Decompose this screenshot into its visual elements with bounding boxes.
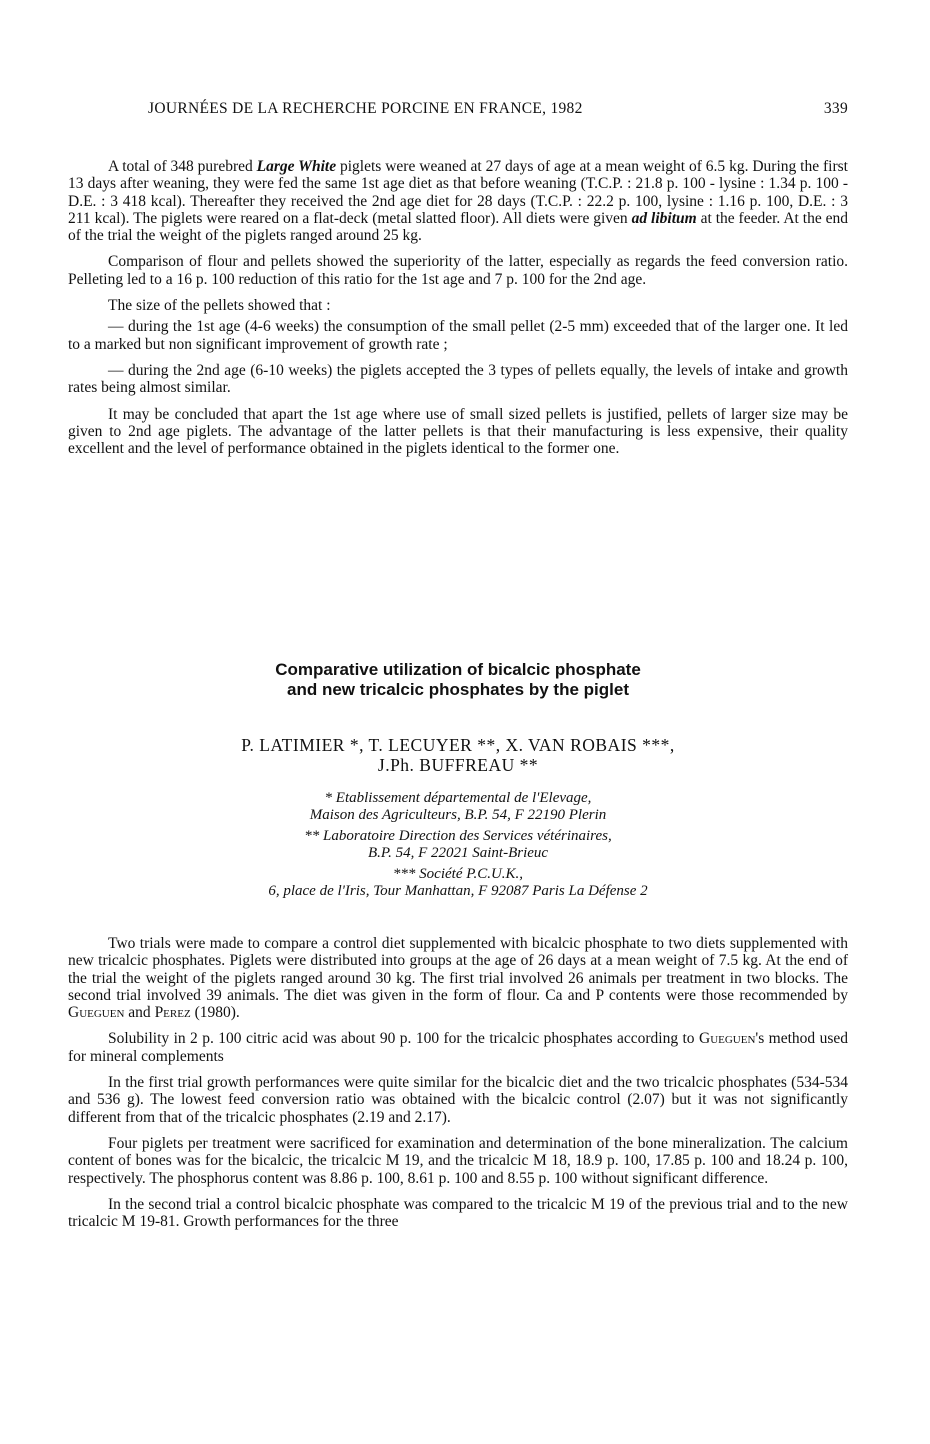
cited-author: Perez bbox=[154, 1004, 191, 1022]
journal-page bbox=[68, 0, 848, 1444]
previous-article-summary bbox=[68, 158, 848, 466]
paragraph: Comparison of flour and pellets showed the superiority of the latter, especially as regards the feed conversion ratio. Pelleting led to a 16 p. 100 reduction of this ratio for the 1st age and 7 p. 100 for the 2nd age. bbox=[68, 253, 848, 288]
paragraph: In the first trial growth performances were quite similar for the bicalcic diet and the two tricalcic phosphates (534-534 and 536 g). The lowest feed conversion ratio was obtained with the bicalcic control (2.07) but it was not significantly different from that of the tricalcic phosphates (2.19 and 2.17). bbox=[68, 1074, 848, 1126]
paragraph: The size of the pellets showed that : bbox=[108, 297, 331, 315]
paragraph: It may be concluded that apart the 1st age where use of small sized pellets is justified, pellets of larger size may be given to 2nd age piglets. The advantage of the latter pellets is that their manufacturing is less expensive, their quality excellent and the level of performance obtained in the piglets identical to the former one. bbox=[68, 405, 848, 458]
title-line: and new tricalcic phosphates by the piglet bbox=[287, 680, 629, 699]
paragraph: Two trials were made to compare a control diet supplemented with bicalcic phosphate to two diets supplemented with new tricalcic phosphates. Piglets were distributed into groups at the age of 26 days at a mean weight of 7.5 kg. At the end of the trial the weight of the piglets ranged around 30 kg. The first trial involved 26 animals per treatment in two blocks. The second trial involved 39 animals. The diet was given in the form of flour. Ca and P contents were those recommended by Gueguen and Perez (1980). bbox=[68, 935, 848, 1022]
affiliations bbox=[68, 790, 848, 900]
affiliation-line: *** Société P.C.U.K., bbox=[392, 866, 524, 882]
article-title bbox=[68, 660, 848, 700]
affiliation-line: * Etablissement départemental de l'Elevage, bbox=[324, 790, 592, 806]
authors-line: J.Ph. BUFFREAU ** bbox=[377, 755, 539, 775]
list-item: — during the 1st age (4-6 weeks) the consumption of the small pellet (2-5 mm) exceeded that of the larger one. It led to a marked but non significant improvement of growth rate ; bbox=[68, 318, 848, 353]
breed-name: Large White bbox=[256, 158, 337, 175]
paragraph: Solubility in 2 p. 100 citric acid was about 90 p. 100 for the tricalcic phosphates according to Gueguen's method used for mineral complements bbox=[68, 1030, 848, 1065]
paragraph: In the second trial a control bicalcic phosphate was compared to the tricalcic M 19 of the previous trial and to the new tricalcic M 19-81. Growth performances for the three bbox=[68, 1195, 848, 1231]
list-item: — during the 2nd age (6-10 weeks) the piglets accepted the 3 types of pellets equally, the levels of intake and growth rates being almost similar. bbox=[68, 361, 848, 397]
authors-line: P. LATIMIER *, T. LECUYER **, X. VAN ROBAIS ***, bbox=[241, 735, 675, 755]
article-body bbox=[68, 935, 848, 1239]
title-line: Comparative utilization of bicalcic phosphate bbox=[275, 660, 641, 679]
paragraph: A total of 348 purebred Large White piglets were weaned at 27 days of age at a mean weight of 6.5 kg. During the first 13 days after weaning, they were fed the same 1st age diet as that before weaning (T.C.P. : 21.8 p. 100 - lysine : 1.34 p. 100 - D.E. : 3 418 kcal). Thereafter they received the 2nd age diet for 28 days (T.C.P. : 22.2 p. 100, lysine : 1.16 p. 100, D.E. : 3 211 kcal). The piglets were reared on a flat-deck (metal slatted floor). All diets were given ad libitum at the feeder. At the end of the trial the weight of the piglets ranged around 25 kg. bbox=[68, 158, 848, 245]
cited-author: Gueguen bbox=[68, 1004, 125, 1022]
cited-author: Gueguen bbox=[699, 1030, 756, 1048]
affiliation-line: Maison des Agriculteurs, B.P. 54, F 22190 Plerin bbox=[309, 807, 607, 823]
affiliation-line: ** Laboratoire Direction des Services vétérinaires, bbox=[304, 828, 612, 844]
paragraph: Four piglets per treatment were sacrificed for examination and determination of the bone mineralization. The calcium content of bones was for the bicalcic, the tricalcic M 19, and the tricalcic M 18, 18.9 p. 100, 17.85 p. 100 and 18.24 p. 100, respectively. The phosphorus content was 8.86 p. 100, 8.61 p. 100 and 8.55 p. 100 without significant difference. bbox=[68, 1134, 848, 1187]
journal-title: JOURNÉES DE LA RECHERCHE PORCINE EN FRANCE, 1982 bbox=[148, 100, 583, 117]
author-list bbox=[68, 735, 848, 775]
latin-term: ad libitum bbox=[631, 209, 697, 227]
affiliation-line: B.P. 54, F 22021 Saint-Brieuc bbox=[367, 845, 549, 861]
page-number: 339 bbox=[823, 100, 848, 117]
affiliation-line: 6, place de l'Iris, Tour Manhattan, F 92087 Paris La Défense 2 bbox=[268, 883, 648, 899]
